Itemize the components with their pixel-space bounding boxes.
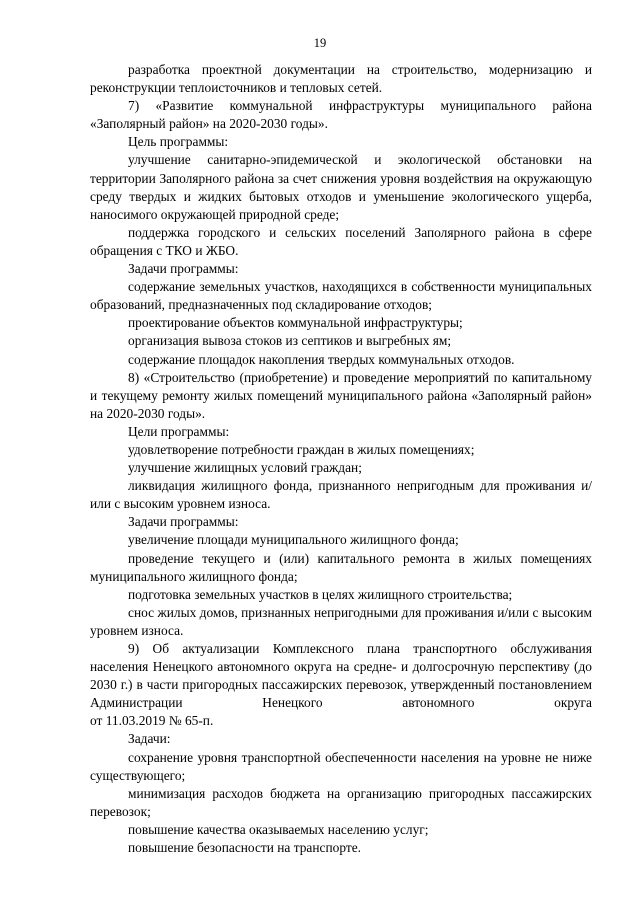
- paragraph: улучшение жилищных условий граждан;: [128, 460, 362, 476]
- paragraph-continuation: от 11.03.2019 № 65-п.: [90, 713, 214, 729]
- paragraph: повышение качества оказываемых населению услуг;: [128, 821, 429, 837]
- page-number: 19: [313, 36, 327, 50]
- paragraph: разработка проектной документации на строительство, модернизацию и реконструкции теплоисточников и тепловых сетей.: [90, 62, 592, 96]
- paragraph: организация вывоза стоков из септиков и выгребных ям;: [128, 333, 452, 349]
- document-body: [90, 61, 592, 857]
- paragraph-section-9-title: 9) Об актуализации Комплексного плана транспортного обслуживания населения Ненецкого автономного округа на средне- и долгосрочную перспективу (до 2030 г.) в части пригородных пассажирских перевозок, утвержденный постановлением Администрации Ненецкого автономного округа: [90, 641, 592, 711]
- paragraph: улучшение санитарно-эпидемической и экологической обстановки на территории Заполярного района за счет снижения уровня воздействия на окружающую среду твердых и жидких бытовых отходов и уменьшение экологического ущерба, наносимого окружающей природной среде;: [90, 152, 592, 222]
- paragraph: содержание площадок накопления твердых коммунальных отходов.: [128, 351, 515, 367]
- paragraph: содержание земельных участков, находящихся в собственности муниципальных образований, предназначенных под складирование отходов;: [90, 279, 592, 313]
- paragraph: подготовка земельных участков в целях жилищного строительства;: [128, 586, 513, 602]
- paragraph: повышение безопасности на транспорте.: [128, 840, 362, 856]
- paragraph: Цель программы:: [128, 134, 229, 150]
- paragraph: поддержка городского и сельских поселений Заполярного района в сфере обращения с ТКО и ЖБО.: [90, 224, 592, 258]
- paragraph-section-7-title: 7) «Развитие коммунальной инфраструктуры муниципального района «Заполярный район» на 2020-2030 годы».: [90, 98, 592, 132]
- paragraph: снос жилых домов, признанных непригодными для проживания и/или с высоким уровнем износа.: [90, 604, 592, 638]
- paragraph: ликвидация жилищного фонда, признанного непригодным для проживания и/или с высоким уровнем износа.: [90, 478, 592, 512]
- paragraph: Задачи программы:: [128, 514, 239, 530]
- paragraph: проектирование объектов коммунальной инфраструктуры;: [128, 315, 463, 331]
- paragraph: сохранение уровня транспортной обеспеченности населения на уровне не ниже существующего;: [90, 749, 592, 783]
- paragraph: минимизация расходов бюджета на организацию пригородных пассажирских перевозок;: [90, 785, 592, 819]
- paragraph-section-8-title: 8) «Строительство (приобретение) и проведение мероприятий по капитальному и текущему ремонту жилых помещений муниципального района «Заполярный район» на 2020-2030 годы».: [90, 369, 592, 421]
- paragraph: увеличение площади муниципального жилищного фонда;: [128, 532, 459, 548]
- paragraph: проведение текущего и (или) капитального ремонта в жилых помещениях муниципального жилищного фонда;: [90, 550, 592, 584]
- paragraph: Задачи программы:: [128, 261, 239, 277]
- paragraph: Цели программы:: [128, 423, 230, 439]
- paragraph: удовлетворение потребности граждан в жилых помещениях;: [128, 441, 475, 457]
- paragraph: Задачи:: [128, 731, 171, 747]
